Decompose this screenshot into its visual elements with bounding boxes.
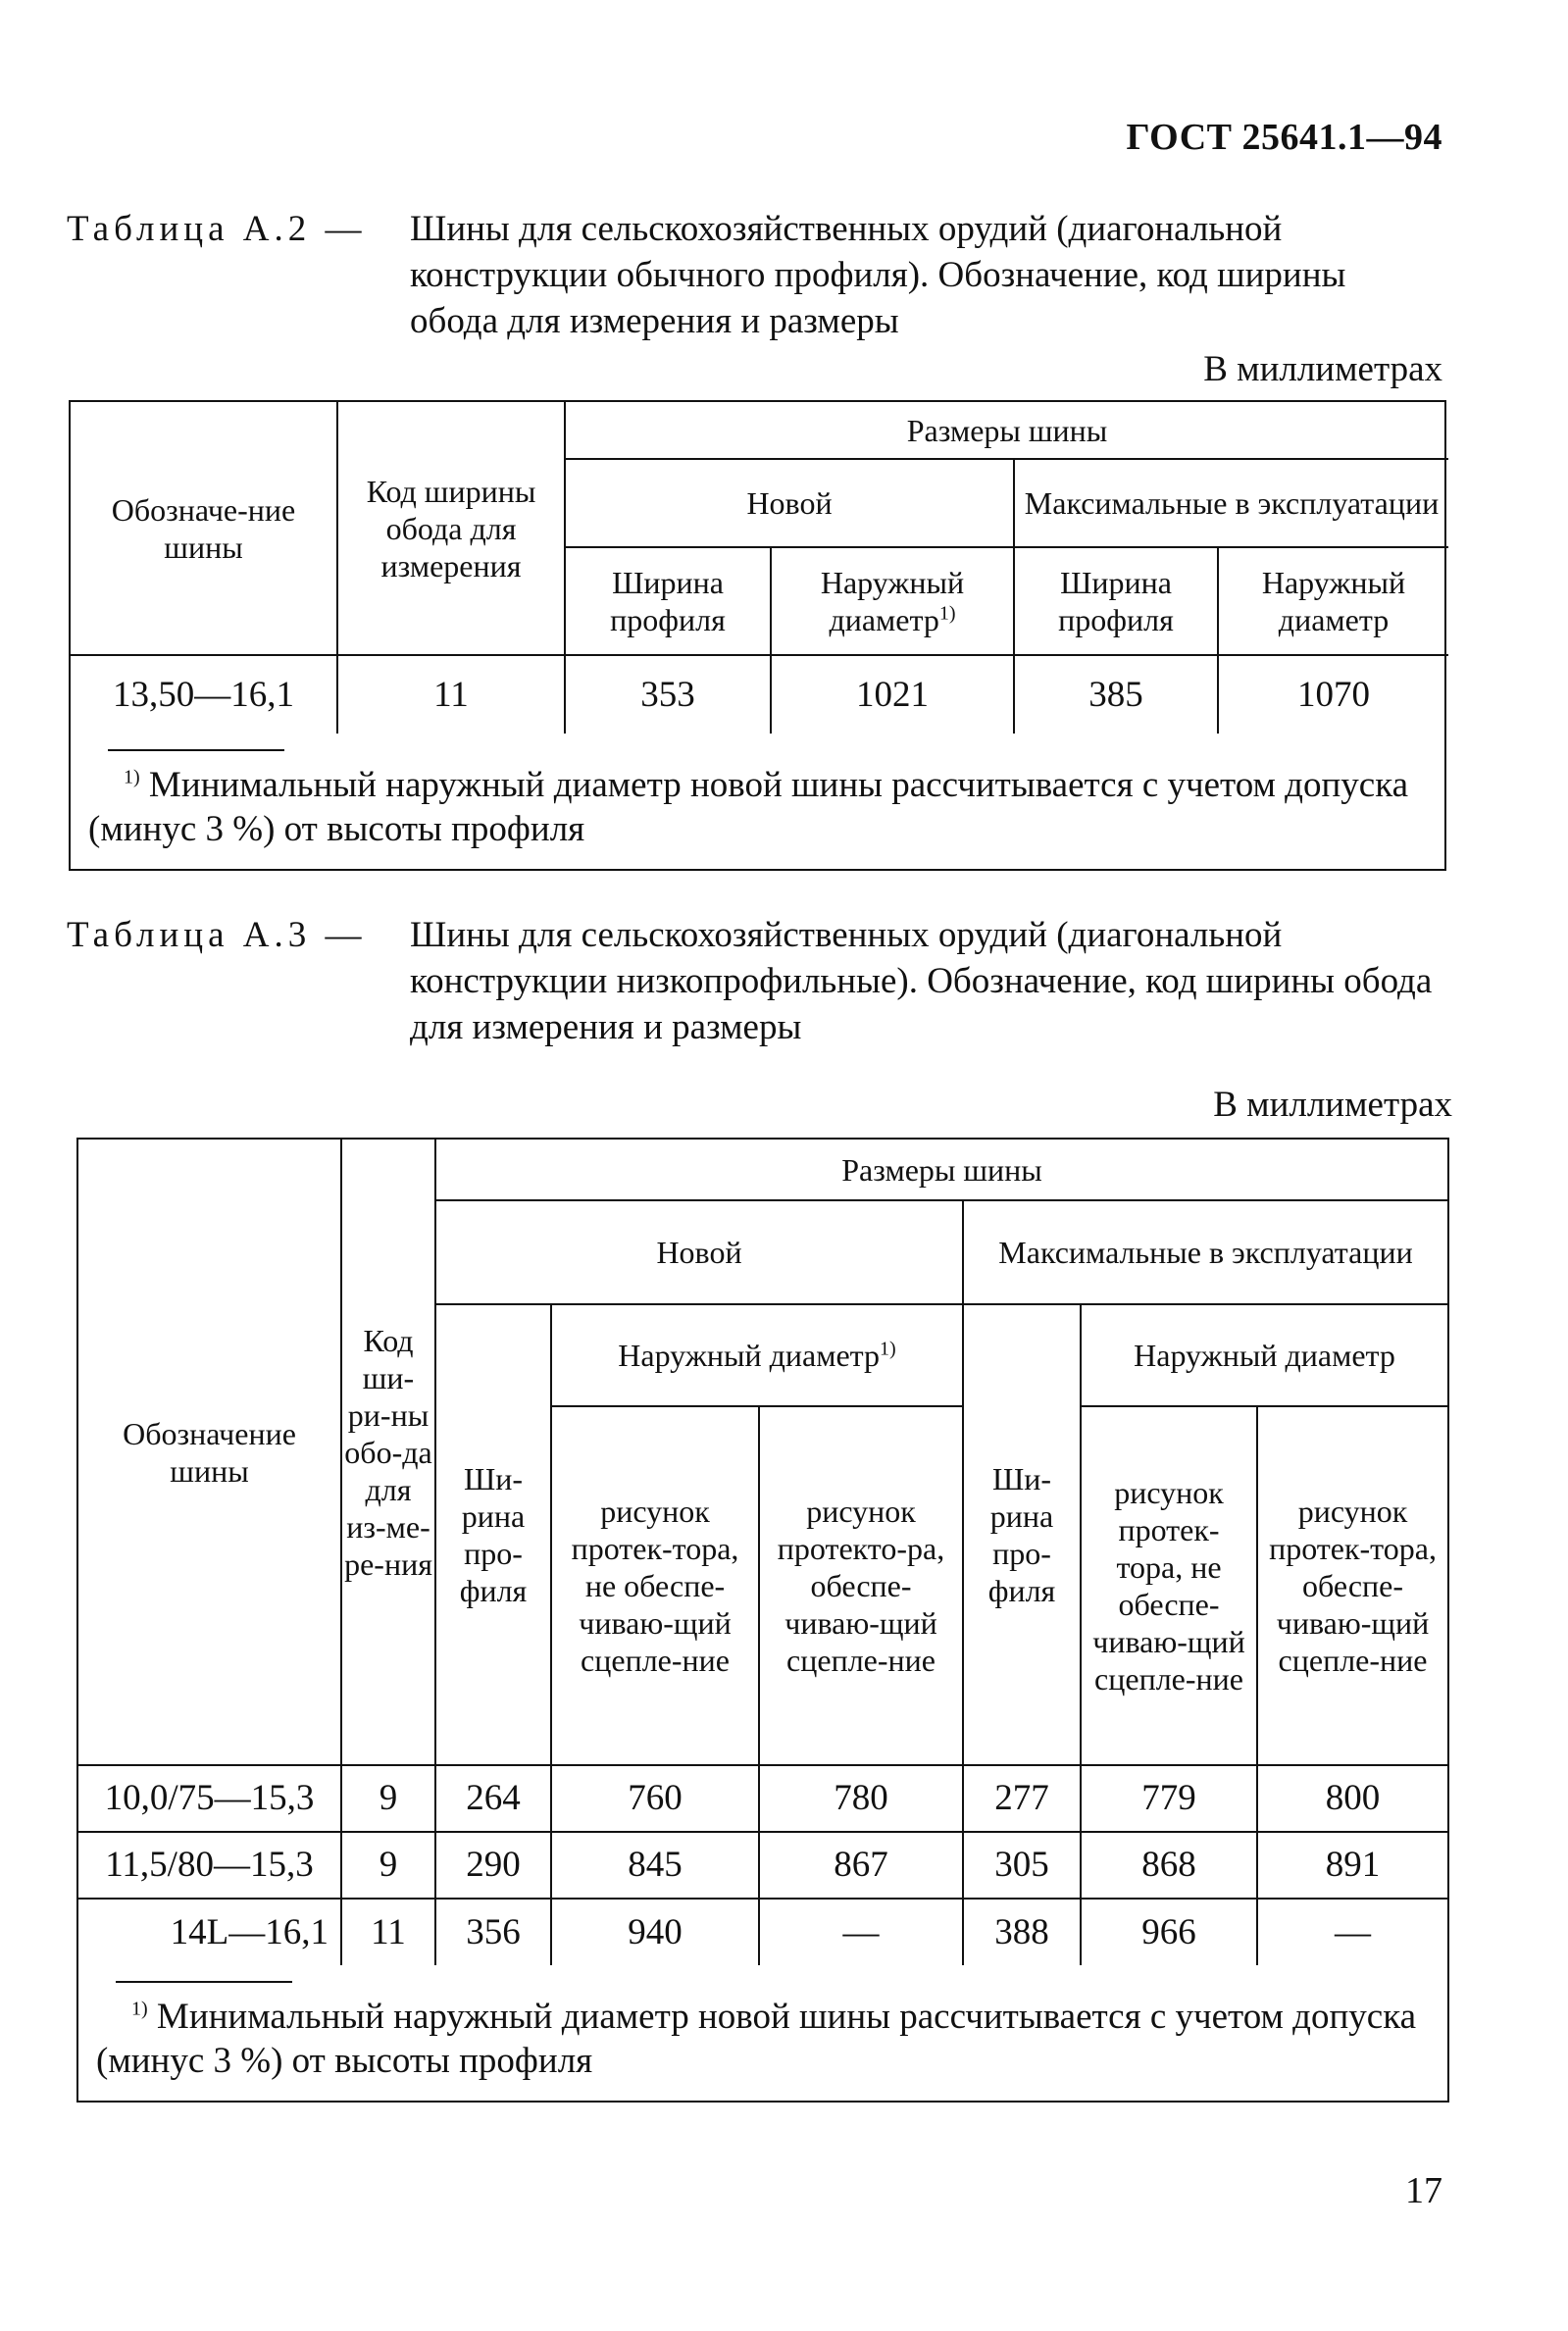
table-a2-caption-lead: Таблица А.2 — xyxy=(67,209,367,249)
table-a2-caption xyxy=(67,206,1440,344)
table-a3-caption xyxy=(67,912,1440,1050)
table-row xyxy=(71,655,1448,734)
a2-cell-width-max: 385 xyxy=(1014,655,1218,734)
a2-header-outer-diameter-max: Наружный диаметр xyxy=(1218,547,1448,655)
a3-header-new: Новой xyxy=(435,1200,963,1304)
a3-cell-diameter-max-nt: 966 xyxy=(1081,1899,1257,1965)
table-a3-footnote xyxy=(78,1965,1447,2101)
a3-header-tread-non-traction-new: рисунок протек-тора, не обеспе-чиваю-щий сцепле-ние xyxy=(551,1406,759,1765)
table-a3 xyxy=(76,1138,1449,2103)
table-a2-units: В миллиметрах xyxy=(1203,349,1442,389)
a3-cell-width-new: 290 xyxy=(435,1832,551,1899)
table-row xyxy=(78,1832,1447,1899)
table-a2-caption-body: Шины для сельскохозяйственных орудий (диагональной конструкции обычного профиля). Обозначение, код ширины обода для измерения и размеры xyxy=(410,209,1346,341)
table-a2 xyxy=(69,400,1446,871)
a3-cell-diameter-new-t: 780 xyxy=(759,1765,963,1832)
a3-cell-width-max: 305 xyxy=(963,1832,1081,1899)
footnote-rule xyxy=(116,1981,292,1983)
a3-header-max-in-service: Максимальные в эксплуатации xyxy=(963,1200,1447,1304)
a2-header-designation: Обозначе-ние шины xyxy=(71,402,337,655)
a3-cell-diameter-max-nt: 779 xyxy=(1081,1765,1257,1832)
a3-cell-diameter-new-nt: 940 xyxy=(551,1899,759,1965)
a3-cell-diameter-max-t: — xyxy=(1257,1899,1447,1965)
document-code: ГОСТ 25641.1—94 xyxy=(1126,117,1442,158)
a3-cell-diameter-new-t: 867 xyxy=(759,1832,963,1899)
a2-header-section-width-max: Ширина профиля xyxy=(1014,547,1218,655)
a3-cell-diameter-max-nt: 868 xyxy=(1081,1832,1257,1899)
a2-cell-designation: 13,50—16,1 xyxy=(71,655,337,734)
a3-header-section-width-new: Ши-рина про-филя xyxy=(435,1304,551,1765)
table-a3-units: В миллиметрах xyxy=(1213,1085,1452,1125)
a3-header-outer-diameter-new: Наружный диаметр$^{1)}$ xyxy=(551,1304,963,1406)
a2-footnote-text: Минимальный наружный диаметр новой шины рассчитывается с учетом допуска (минус 3 %) от высоты профиля xyxy=(88,765,1409,849)
page-number: 17 xyxy=(1405,2170,1442,2211)
a2-cell-diameter-max: 1070 xyxy=(1218,655,1448,734)
a2-footnote-ref: 1) xyxy=(938,602,956,625)
table-a2-footnote xyxy=(71,734,1444,869)
a3-cell-width-max: 388 xyxy=(963,1899,1081,1965)
a2-cell-rim-code: 11 xyxy=(337,655,565,734)
a3-cell-width-max: 277 xyxy=(963,1765,1081,1832)
a3-cell-designation: 11,5/80—15,3 xyxy=(78,1832,341,1899)
a3-header-tread-traction-new: рисунок протекто-ра, обеспе-чиваю-щий сцепле-ние xyxy=(759,1406,963,1765)
a2-header-section-width-new: Ширина профиля xyxy=(565,547,771,655)
a3-footnote-mark: 1) xyxy=(131,1998,148,2020)
a3-footnote-text: Минимальный наружный диаметр новой шины рассчитывается с учетом допуска (минус 3 %) от высоты профиля xyxy=(96,1997,1417,2081)
a3-header-tire-sizes: Размеры шины xyxy=(435,1140,1447,1200)
a3-header-rim-code: Код ши-ри-ны обо-да для из-ме-ре-ния xyxy=(341,1140,435,1765)
a3-cell-rim-code: 9 xyxy=(341,1832,435,1899)
a3-cell-diameter-new-nt: 845 xyxy=(551,1832,759,1899)
table-row xyxy=(78,1899,1447,1965)
a3-cell-diameter-max-t: 800 xyxy=(1257,1765,1447,1832)
a2-header-max-in-service: Максимальные в эксплуатации xyxy=(1014,459,1448,547)
a3-header-tread-non-traction-max: рисунок протек-тора, не обеспе-чиваю-щий сцепле-ние xyxy=(1081,1406,1257,1765)
a2-header-rim-code: Код ширины обода для измерения xyxy=(337,402,565,655)
a3-cell-diameter-new-nt: 760 xyxy=(551,1765,759,1832)
table-a3-caption-lead: Таблица А.3 — xyxy=(67,915,367,955)
a3-cell-rim-code: 9 xyxy=(341,1765,435,1832)
a3-header-tread-traction-max: рисунок протек-тора, обеспе-чиваю-щий сцепле-ние xyxy=(1257,1406,1447,1765)
table-row xyxy=(78,1765,1447,1832)
a3-cell-width-new: 356 xyxy=(435,1899,551,1965)
a2-header-tire-sizes: Размеры шины xyxy=(565,402,1448,459)
a3-footnote-ref: 1) xyxy=(880,1338,896,1360)
a2-cell-diameter-new: 1021 xyxy=(771,655,1014,734)
a3-header-outer-diameter-max: Наружный диаметр xyxy=(1081,1304,1447,1406)
a3-cell-diameter-new-t: — xyxy=(759,1899,963,1965)
a3-cell-diameter-max-t: 891 xyxy=(1257,1832,1447,1899)
a2-header-new: Новой xyxy=(565,459,1014,547)
a3-cell-designation: 14L—16,1 xyxy=(78,1899,341,1965)
a2-header-outer-diameter-new: Наружный диаметр$^{1)}$ xyxy=(771,547,1014,655)
a2-footnote-mark: 1) xyxy=(124,766,140,788)
footnote-rule xyxy=(108,749,284,751)
a3-cell-rim-code: 11 xyxy=(341,1899,435,1965)
a3-cell-designation: 10,0/75—15,3 xyxy=(78,1765,341,1832)
a3-header-section-width-max: Ши-рина про-филя xyxy=(963,1304,1081,1765)
a3-header-designation: Обозначение шины xyxy=(78,1140,341,1765)
a2-cell-width-new: 353 xyxy=(565,655,771,734)
a3-cell-width-new: 264 xyxy=(435,1765,551,1832)
table-a3-caption-body: Шины для сельскохозяйственных орудий (диагональной конструкции низкопрофильные). Обозначение, код ширины обода для измерения и размеры xyxy=(410,915,1433,1047)
